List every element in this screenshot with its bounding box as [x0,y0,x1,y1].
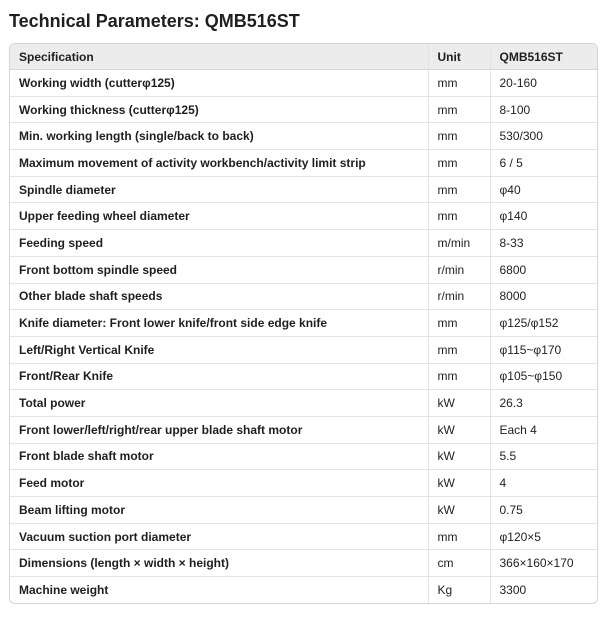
page-title: Technical Parameters: QMB516ST [9,11,300,31]
value-cell: 3300 [490,577,597,603]
spec-cell: Machine weight [10,577,428,603]
spec-cell: Knife diameter: Front lower knife/front side edge knife [10,310,428,337]
unit-cell: mm [428,150,490,177]
header-model: QMB516ST [490,44,597,70]
value-cell: φ140 [490,203,597,230]
spec-table-container [9,43,598,604]
value-cell: 5.5 [490,443,597,470]
unit-cell: cm [428,550,490,577]
value-cell: φ105~φ150 [490,363,597,390]
unit-cell: r/min [428,256,490,283]
table-row [10,256,597,283]
table-row [10,390,597,417]
value-cell: 4 [490,470,597,497]
table-row [10,203,597,230]
spec-cell: Front lower/left/right/rear upper blade shaft motor [10,416,428,443]
value-cell: 0.75 [490,497,597,524]
table-row [10,70,597,97]
unit-cell: kW [428,470,490,497]
spec-cell: Min. working length (single/back to back) [10,123,428,150]
unit-cell: mm [428,310,490,337]
header-unit: Unit [428,44,490,70]
spec-cell: Other blade shaft speeds [10,283,428,310]
spec-cell: Front blade shaft motor [10,443,428,470]
table-row [10,577,597,603]
spec-cell: Front/Rear Knife [10,363,428,390]
value-cell: 8-33 [490,230,597,257]
table-row [10,310,597,337]
unit-cell: mm [428,336,490,363]
table-row [10,176,597,203]
table-row [10,96,597,123]
value-cell: 20-160 [490,70,597,97]
unit-cell: kW [428,416,490,443]
value-cell: 6800 [490,256,597,283]
value-cell: φ125/φ152 [490,310,597,337]
unit-cell: mm [428,176,490,203]
spec-cell: Upper feeding wheel diameter [10,203,428,230]
unit-cell: mm [428,523,490,550]
table-header-row [10,44,597,70]
spec-cell: Dimensions (length × width × height) [10,550,428,577]
value-cell: 530/300 [490,123,597,150]
spec-cell: Front bottom spindle speed [10,256,428,283]
table-row [10,230,597,257]
value-cell: φ40 [490,176,597,203]
value-cell: 6 / 5 [490,150,597,177]
table-row [10,443,597,470]
unit-cell: mm [428,363,490,390]
table-row [10,123,597,150]
unit-cell: mm [428,70,490,97]
table-row [10,283,597,310]
unit-cell: r/min [428,283,490,310]
spec-cell: Feed motor [10,470,428,497]
spec-cell: Working width (cutterφ125) [19,75,175,90]
spec-cell: Working thickness (cutterφ125) [10,96,428,123]
unit-cell: kW [428,390,490,417]
value-cell: 8000 [490,283,597,310]
value-cell: 8-100 [490,96,597,123]
spec-cell: Maximum movement of activity workbench/activity limit strip [10,150,428,177]
unit-cell: mm [428,203,490,230]
value-cell: 26.3 [490,390,597,417]
spec-cell: Beam lifting motor [10,497,428,524]
spec-table [10,44,597,603]
unit-cell: m/min [428,230,490,257]
table-row [10,150,597,177]
unit-cell: mm [428,123,490,150]
unit-cell: Kg [428,577,490,603]
value-cell: Each 4 [490,416,597,443]
table-row [10,497,597,524]
spec-cell: Spindle diameter [10,176,428,203]
unit-cell: kW [428,497,490,524]
value-cell: φ120×5 [490,523,597,550]
spec-cell: Left/Right Vertical Knife [10,336,428,363]
unit-cell: mm [428,96,490,123]
table-row [10,523,597,550]
value-cell: 366×160×170 [490,550,597,577]
table-row [10,470,597,497]
table-row [10,336,597,363]
spec-cell: Vacuum suction port diameter [10,523,428,550]
spec-cell: Feeding speed [10,230,428,257]
value-cell: φ115~φ170 [490,336,597,363]
table-row [10,550,597,577]
table-row [10,416,597,443]
table-row [10,363,597,390]
header-specification: Specification [10,44,428,70]
spec-cell: Total power [10,390,428,417]
unit-cell: kW [428,443,490,470]
